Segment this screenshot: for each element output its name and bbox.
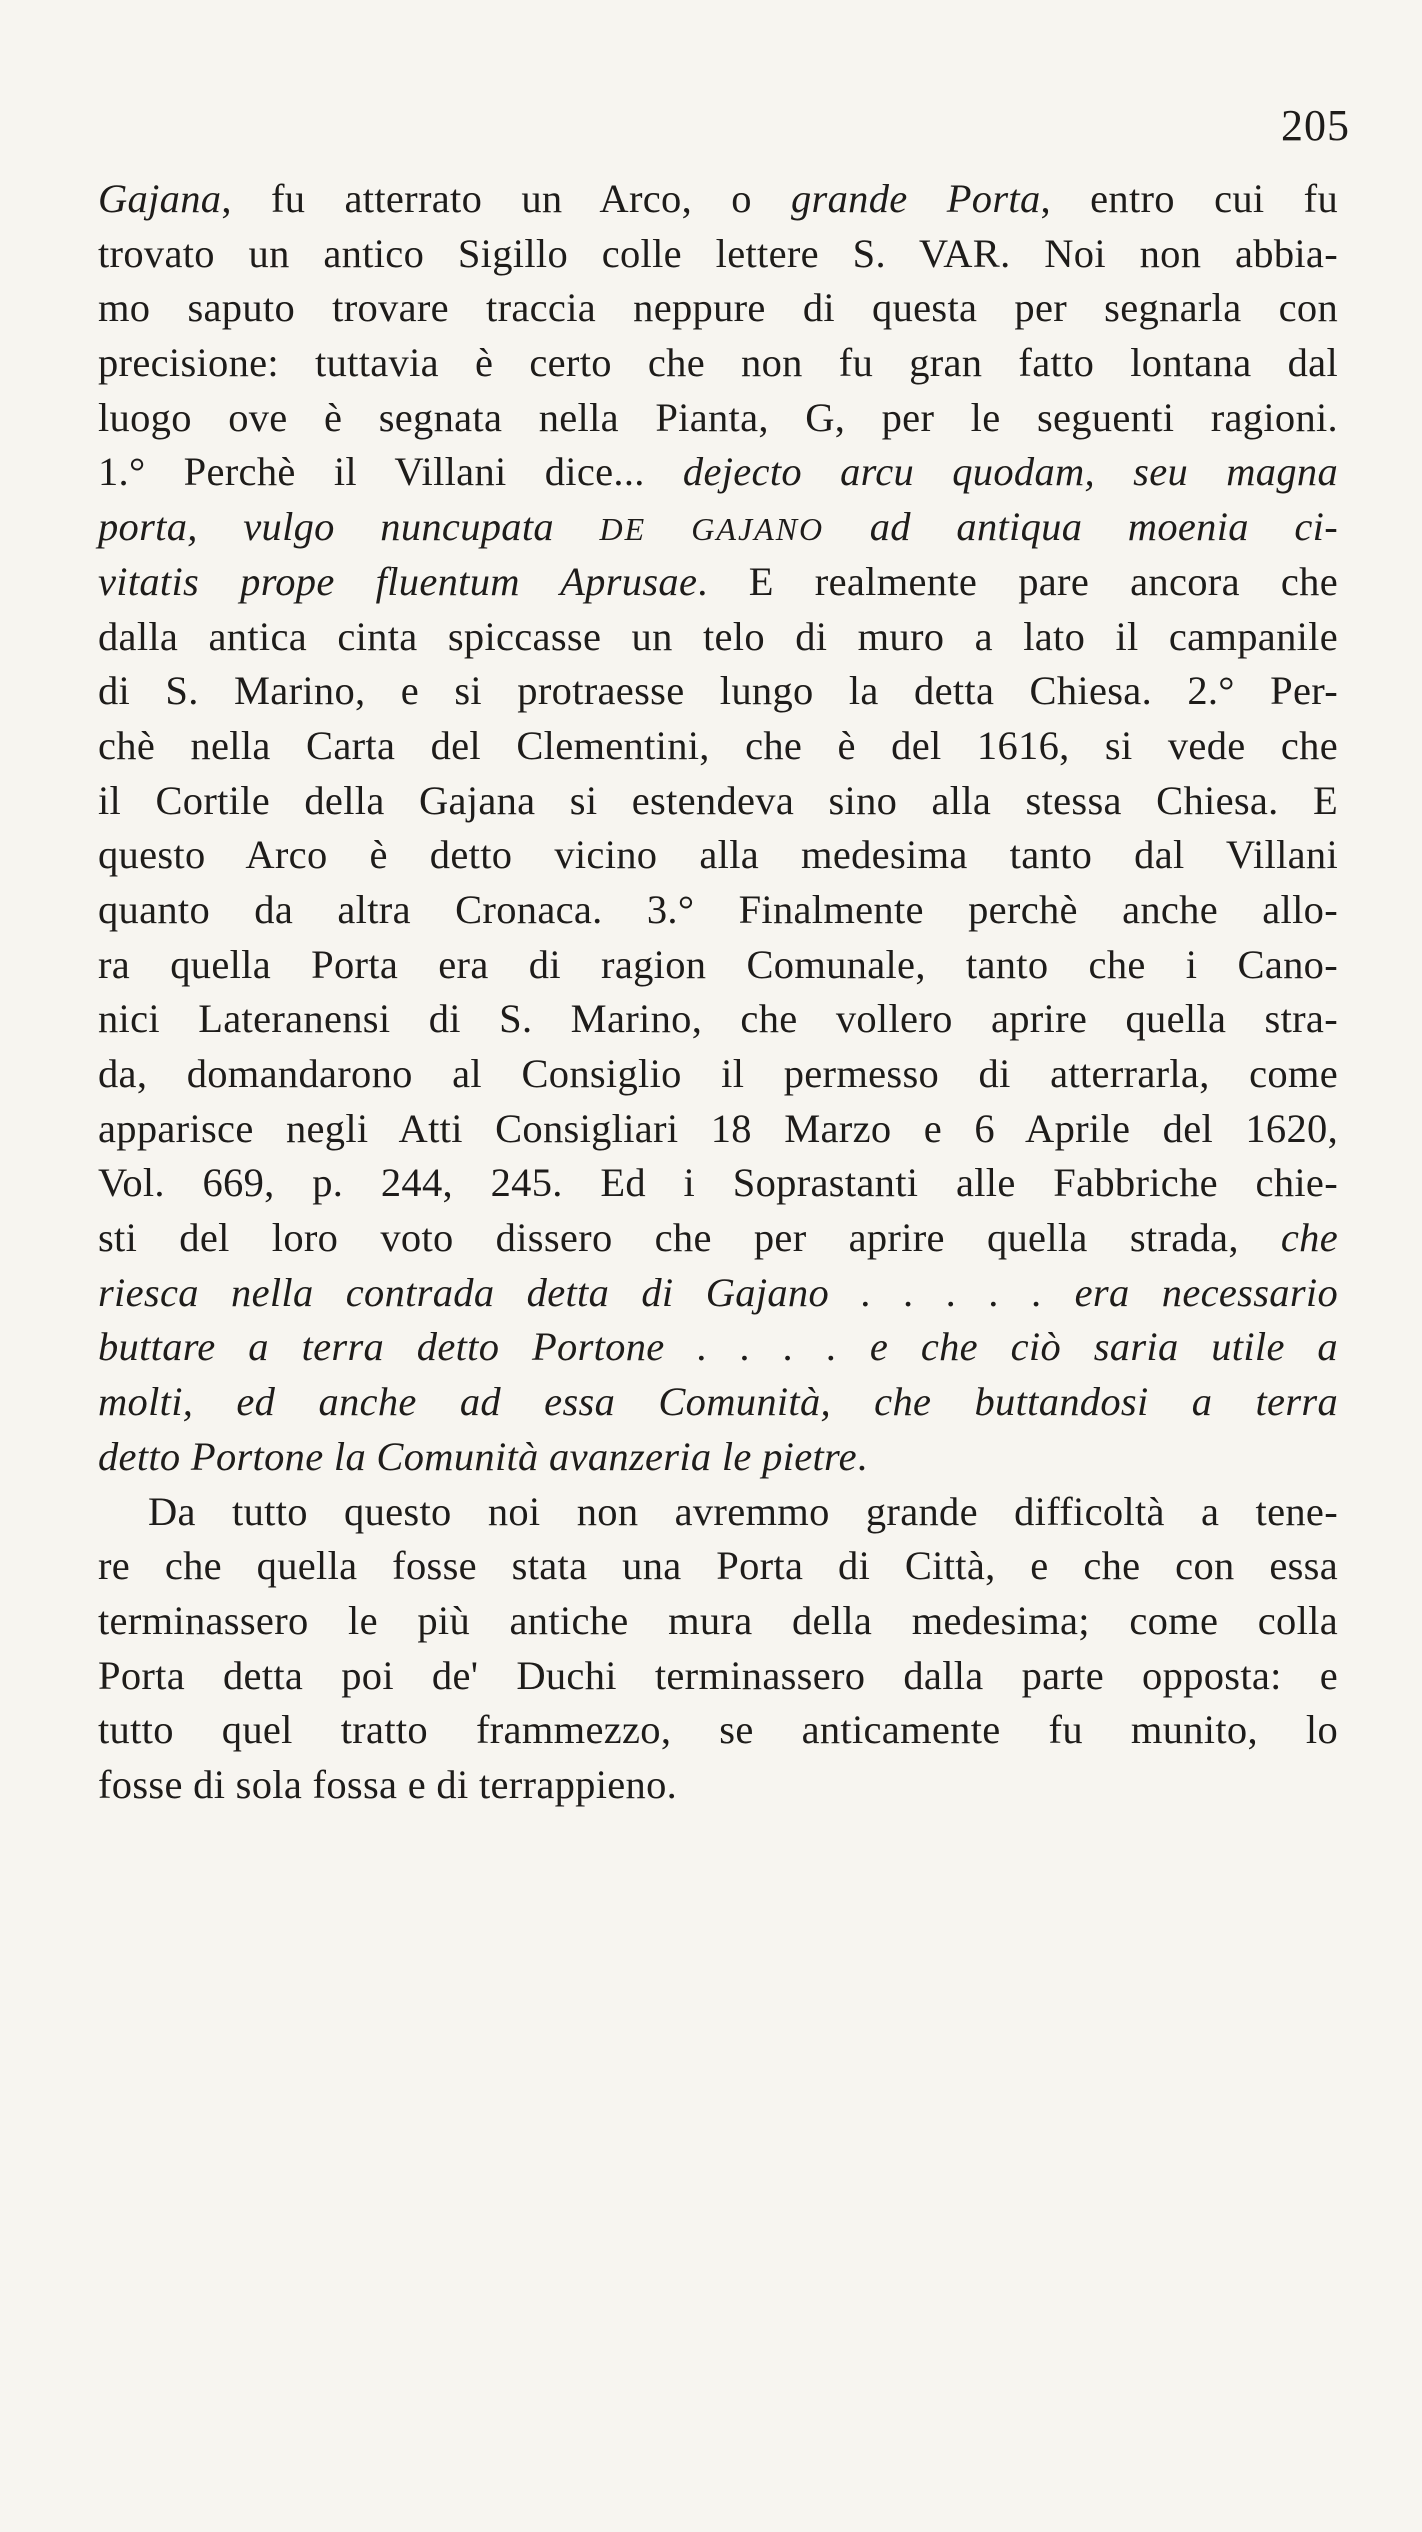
- text-line-7: porta, vulgo nuncupata DE GAJANO ad antiqua moenia ci-: [98, 504, 1338, 550]
- body-text: [98, 172, 1338, 1813]
- text-line-23: molti, ed anche ad essa Comunità, che buttandosi a terra: [98, 1379, 1338, 1425]
- text-line-5: luogo ove è segnata nella Pianta, G, per le seguenti ragioni.: [98, 394, 1338, 440]
- text-line-3: mo saputo trovare traccia neppure di questa per segnarla con: [98, 285, 1338, 331]
- text-line-1: Gajana, fu atterrato un Arco, o grande Porta, entro cui fu: [98, 176, 1339, 221]
- text-line-21: riesca nella contrada detta di Gajano . . . . . era necessario: [98, 1269, 1338, 1315]
- text-line-22: buttare a terra detto Portone . . . . e che ciò saria utile a: [98, 1324, 1338, 1370]
- text-line-19: Vol. 669, p. 244, 245. Ed i Soprastanti alle Fabbriche chie-: [98, 1160, 1338, 1206]
- text-line-26: re che quella fosse stata una Porta di Città, e che con essa: [98, 1543, 1338, 1589]
- text-line-30: fosse di sola fossa e di terrappieno.: [98, 1761, 678, 1807]
- text-line-4: precisione: tuttavia è certo che non fu gran fatto lontana dal: [98, 340, 1338, 386]
- text-line-6: 1.° Perchè il Villani dice... dejecto arcu quodam, seu magna: [98, 449, 1338, 495]
- text-line-14: quanto da altra Cronaca. 3.° Finalmente perchè anche allo-: [98, 886, 1338, 932]
- text-line-24: detto Portone la Comunità avanzeria le pietre.: [98, 1433, 868, 1479]
- text-line-27: terminassero le più antiche mura della medesima; come colla: [98, 1597, 1338, 1643]
- text-line-9: dalla antica cinta spiccasse un telo di muro a lato il campanile: [98, 613, 1338, 659]
- text-line-11: chè nella Carta del Clementini, che è del 1616, si vede che: [98, 722, 1338, 768]
- text-line-15: ra quella Porta era di ragion Comunale, tanto che i Cano-: [98, 941, 1338, 987]
- text-line-13: questo Arco è detto vicino alla medesima tanto dal Villani: [98, 832, 1338, 878]
- text-line-28: Porta detta poi de' Duchi terminassero dalla parte opposta: e: [98, 1652, 1338, 1698]
- text-line-2: trovato un antico Sigillo colle lettere S. VAR. Noi non abbia-: [98, 230, 1338, 276]
- text-line-10: di S. Marino, e si protraesse lungo la detta Chiesa. 2.° Per-: [98, 668, 1338, 714]
- text-line-20: sti del loro voto dissero che per aprire quella strada, che: [98, 1215, 1338, 1261]
- text-line-16: nici Lateranensi di S. Marino, che vollero aprire quella stra-: [98, 996, 1338, 1042]
- text-line-25: Da tutto questo noi non avremmo grande difficoltà a tene-: [148, 1488, 1338, 1534]
- text-line-8: vitatis prope fluentum Aprusae. E realmente pare ancora che: [98, 558, 1339, 604]
- text-line-29: tutto quel tratto frammezzo, se anticamente fu munito, lo: [98, 1707, 1338, 1753]
- text-line-17: da, domandarono al Consiglio il permesso di atterrarla, come: [98, 1051, 1338, 1096]
- page-number: 205: [1281, 101, 1350, 150]
- text-line-12: il Cortile della Gajana si estendeva sino alla stessa Chiesa. E: [98, 777, 1338, 823]
- text-line-18: apparisce negli Atti Consigliari 18 Marzo e 6 Aprile del 1620,: [98, 1105, 1338, 1151]
